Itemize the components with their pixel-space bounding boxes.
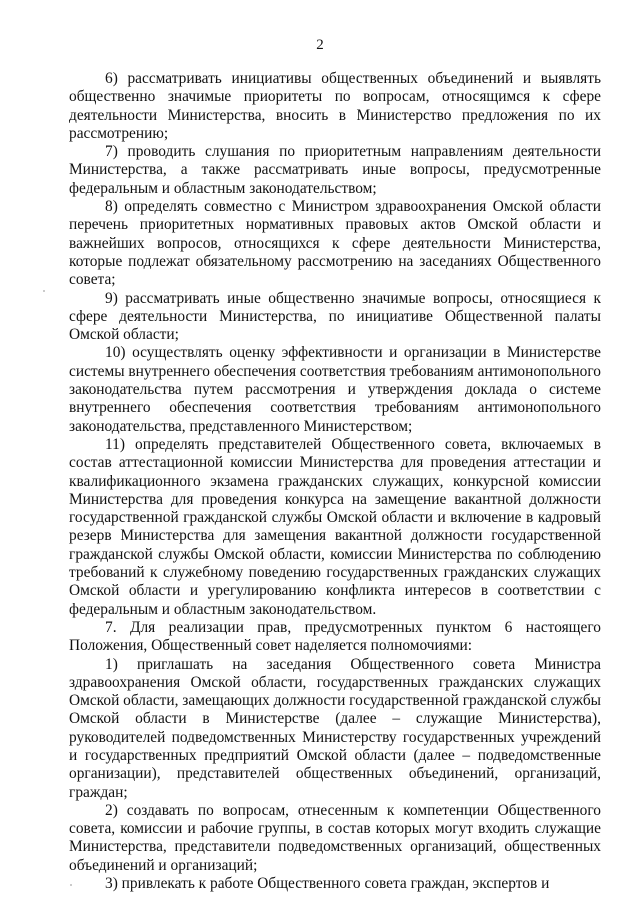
paragraph-power-2: 2) создавать по вопросам, отнесенным к компетенции Общественного совета, комиссии и рабочие группы, в состав которых могут входить служащие Министерства, представители подведомственных организаций, общественных объединений и организаций; [69, 801, 601, 874]
document-body [69, 70, 601, 893]
paragraph-item-10: 10) осуществлять оценку эффективности и организации в Министерстве системы внутреннего обеспечения соответствия требованиям антимонопольного законодательства путем рассмотрения и утверждения доклада о системе внутреннего обеспечения соответствия требованиям антимонопольного законодательства, представленного Министерством; [69, 344, 601, 435]
scan-speck [70, 884, 72, 886]
paragraph-item-11: 11) определять представителей Общественного совета, включаемых в состав аттестационной комиссии Министерства для проведения аттестации и квалификационного экзамена гражданских служащих, конкурсной комиссии Министерства для проведения конкурса на замещение вакантной должности государственной гражданской службы Омской области и включение в кадровый резерв Министерства для замещения вакантной должности государственной гражданской службы Омской области, комиссии Министерства по соблюдению требований к служебному поведению государственных гражданских служащих Омской области и урегулированию конфликта интересов в соответствии с федеральным и областным законодательством. [69, 435, 601, 618]
paragraph-item-7: 7) проводить слушания по приоритетным направлениям деятельности Министерства, а также рассматривать иные вопросы, предусмотренные федеральным и областным законодательством; [69, 143, 601, 197]
scan-speck [43, 290, 45, 292]
paragraph-item-6: 6) рассматривать инициативы общественных объединений и выявлять общественно значимые приоритеты по вопросам, относящимся к сфере деятельности Министерства, вносить в Министерство предложения по их рассмотрению; [69, 70, 601, 142]
paragraph-item-8: 8) определять совместно с Министром здравоохранения Омской области перечень приоритетных нормативных правовых актов Омской области и важнейших вопросов, относящихся к сфере деятельности Министерства, которые подлежат обязательному рассмотрению на заседаниях Общественного совета; [69, 198, 601, 289]
page-number: 2 [316, 37, 324, 53]
paragraph-section-7: 7. Для реализации прав, предусмотренных пунктом 6 настоящего Положения, Общественный совет наделяется полномочиями: [69, 618, 601, 655]
paragraph-power-3: 3) привлекать к работе Общественного совета граждан, экспертов и [105, 875, 550, 893]
paragraph-power-1: 1) приглашать на заседания Общественного совета Министра здравоохранения Омской области, государственных гражданских служащих Омской области, замещающих должности государственной гражданской службы Омской области в Министерстве (далее – служащие Министерства), руководителей подведомственных Министерству государственных учреждений и государственных предприятий Омской области (далее – подведомственные организации), представителей общественных объединений, организаций, граждан; [69, 655, 602, 801]
paragraph-item-9: 9) рассматривать иные общественно значимые вопросы, относящиеся к сфере деятельности Министерства, по инициативе Общественной палаты Омской области; [69, 289, 601, 344]
